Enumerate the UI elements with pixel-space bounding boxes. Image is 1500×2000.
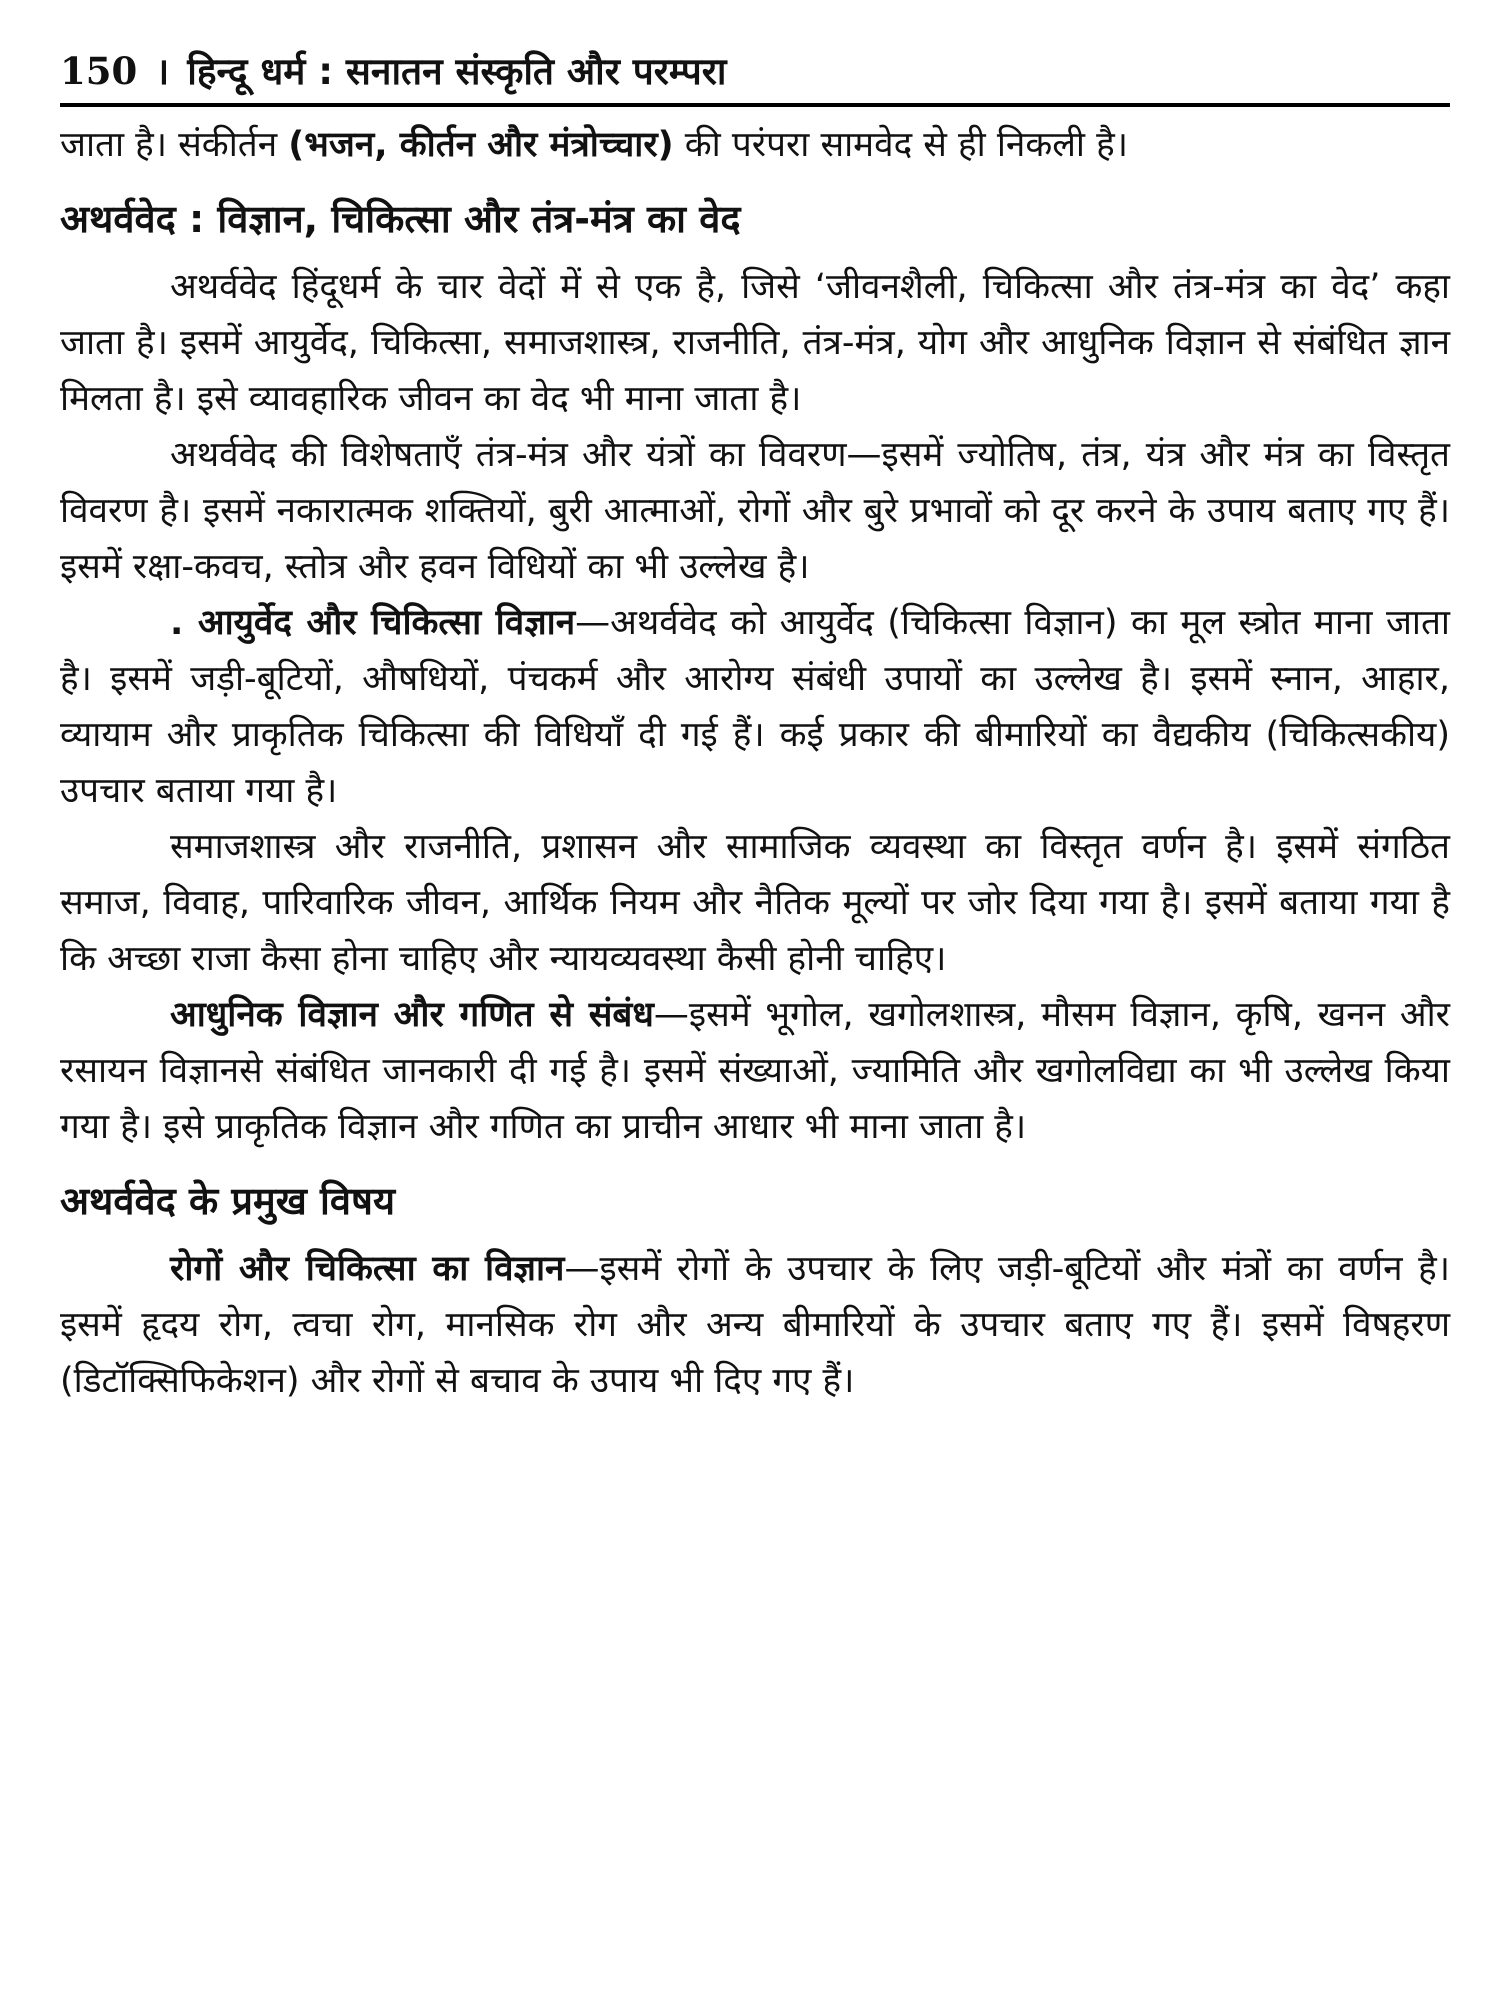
section-heading-topics: अथर्ववेद के प्रमुख विषय: [60, 1179, 396, 1223]
page-number: 150: [60, 49, 138, 93]
section-heading-atharvaveda: अथर्ववेद : विज्ञान, चिकित्सा और तंत्र-मंत्र का वेद: [60, 197, 741, 241]
ayurveda-text: —अथर्ववेद को आयुर्वेद (चिकित्सा विज्ञान) का मूल स्त्रोत माना जाता है। इसमें जड़ी-बूटियों, औषधियों, पंचकर्म और आरोग्य संबंधी उपायों का उल्लेख है। इसमें स्नान, आहार, व्यायाम और प्राकृतिक चिकित्सा की विधियाँ दी गई हैं। कई प्रकार की बीमारियों का वैद्यकीय (चिकित्सकीय) उपचार बताया गया है।: [60, 603, 1450, 811]
ayurveda-heading: . आयुर्वेद और चिकित्सा विज्ञान: [170, 603, 576, 643]
diseases-text: —इसमें रोगों के उपचार के लिए जड़ी-बूटियों और मंत्रों का वर्णन है। इसमें हृदय रोग, त्वचा रोग, मानसिक रोग और अन्य बीमारियों के उपचार बताए गए हैं। इसमें विषहरण (डिटॉक्सिफिकेशन) और रोगों से बचाव के उपाय भी दिए गए हैं।: [60, 1249, 1450, 1401]
p0-bold: (भजन, कीर्तन और मंत्रोच्चार): [288, 125, 674, 165]
paragraph-sociology: समाजशास्त्र और राजनीति, प्रशासन और सामाजिक व्यवस्था का विस्तृत वर्णन है। इसमें संगठित समाज, विवाह, पारिवारिक जीवन, आर्थिक नियम और नैतिक मूल्यों पर जोर दिया गया है। इसमें बताया गया है कि अच्छा राजा कैसा होना चाहिए और न्यायव्यवस्था कैसी होनी चाहिए।: [60, 827, 1450, 979]
paragraph-science: [60, 987, 1450, 1155]
diseases-heading: रोगों और चिकित्सा का विज्ञान: [170, 1249, 565, 1289]
paragraph-diseases: [60, 1241, 1450, 1409]
running-header: [60, 44, 1450, 101]
paragraph-continuation: [60, 117, 1450, 173]
paragraph-features: अथर्ववेद की विशेषताएँ तंत्र-मंत्र और यंत्रों का विवरण—इसमें ज्योतिष, तंत्र, यंत्र और मंत्र का विस्तृत विवरण है। इसमें नकारात्मक शक्तियों, बुरी आत्माओं, रोगों और बुरे प्रभावों को दूर करने के उपाय बताए गए हैं। इसमें रक्षा-कवच, स्तोत्र और हवन विधियों का भी उल्लेख है।: [60, 435, 1450, 587]
header-rule: [60, 103, 1450, 107]
header-separator: ।: [155, 50, 170, 93]
paragraph-ayurveda: [60, 595, 1450, 819]
science-text: —इसमें भूगोल, खगोलशास्त्र, मौसम विज्ञान, कृषि, खनन और रसायन विज्ञानसे संबंधित जानकारी दी गई है। इसमें संख्याओं, ज्यामिति और खगोलविद्या का भी उल्लेख किया गया है। इसे प्राकृतिक विज्ञान और गणित का प्राचीन आधार भी माना जाता है।: [60, 995, 1450, 1147]
science-heading: आधुनिक विज्ञान और गणित से संबंध: [170, 995, 654, 1035]
p0-text-c: की परंपरा सामवेद से ही निकली है।: [673, 125, 1128, 165]
p0-text-a: जाता है। संकीर्तन: [60, 125, 289, 165]
book-page: [60, 44, 1450, 1409]
book-title: हिन्दू धर्म : सनातन संस्कृति और परम्परा: [187, 50, 727, 93]
paragraph-intro: अथर्ववेद हिंदूधर्म के चार वेदों में से एक है, जिसे ‘जीवनशैली, चिकित्सा और तंत्र-मंत्र का वेद’ कहा जाता है। इसमें आयुर्वेद, चिकित्सा, समाजशास्त्र, राजनीति, तंत्र-मंत्र, योग और आधुनिक विज्ञान से संबंधित ज्ञान मिलता है। इसे व्यावहारिक जीवन का वेद भी माना जाता है।: [60, 267, 1450, 419]
